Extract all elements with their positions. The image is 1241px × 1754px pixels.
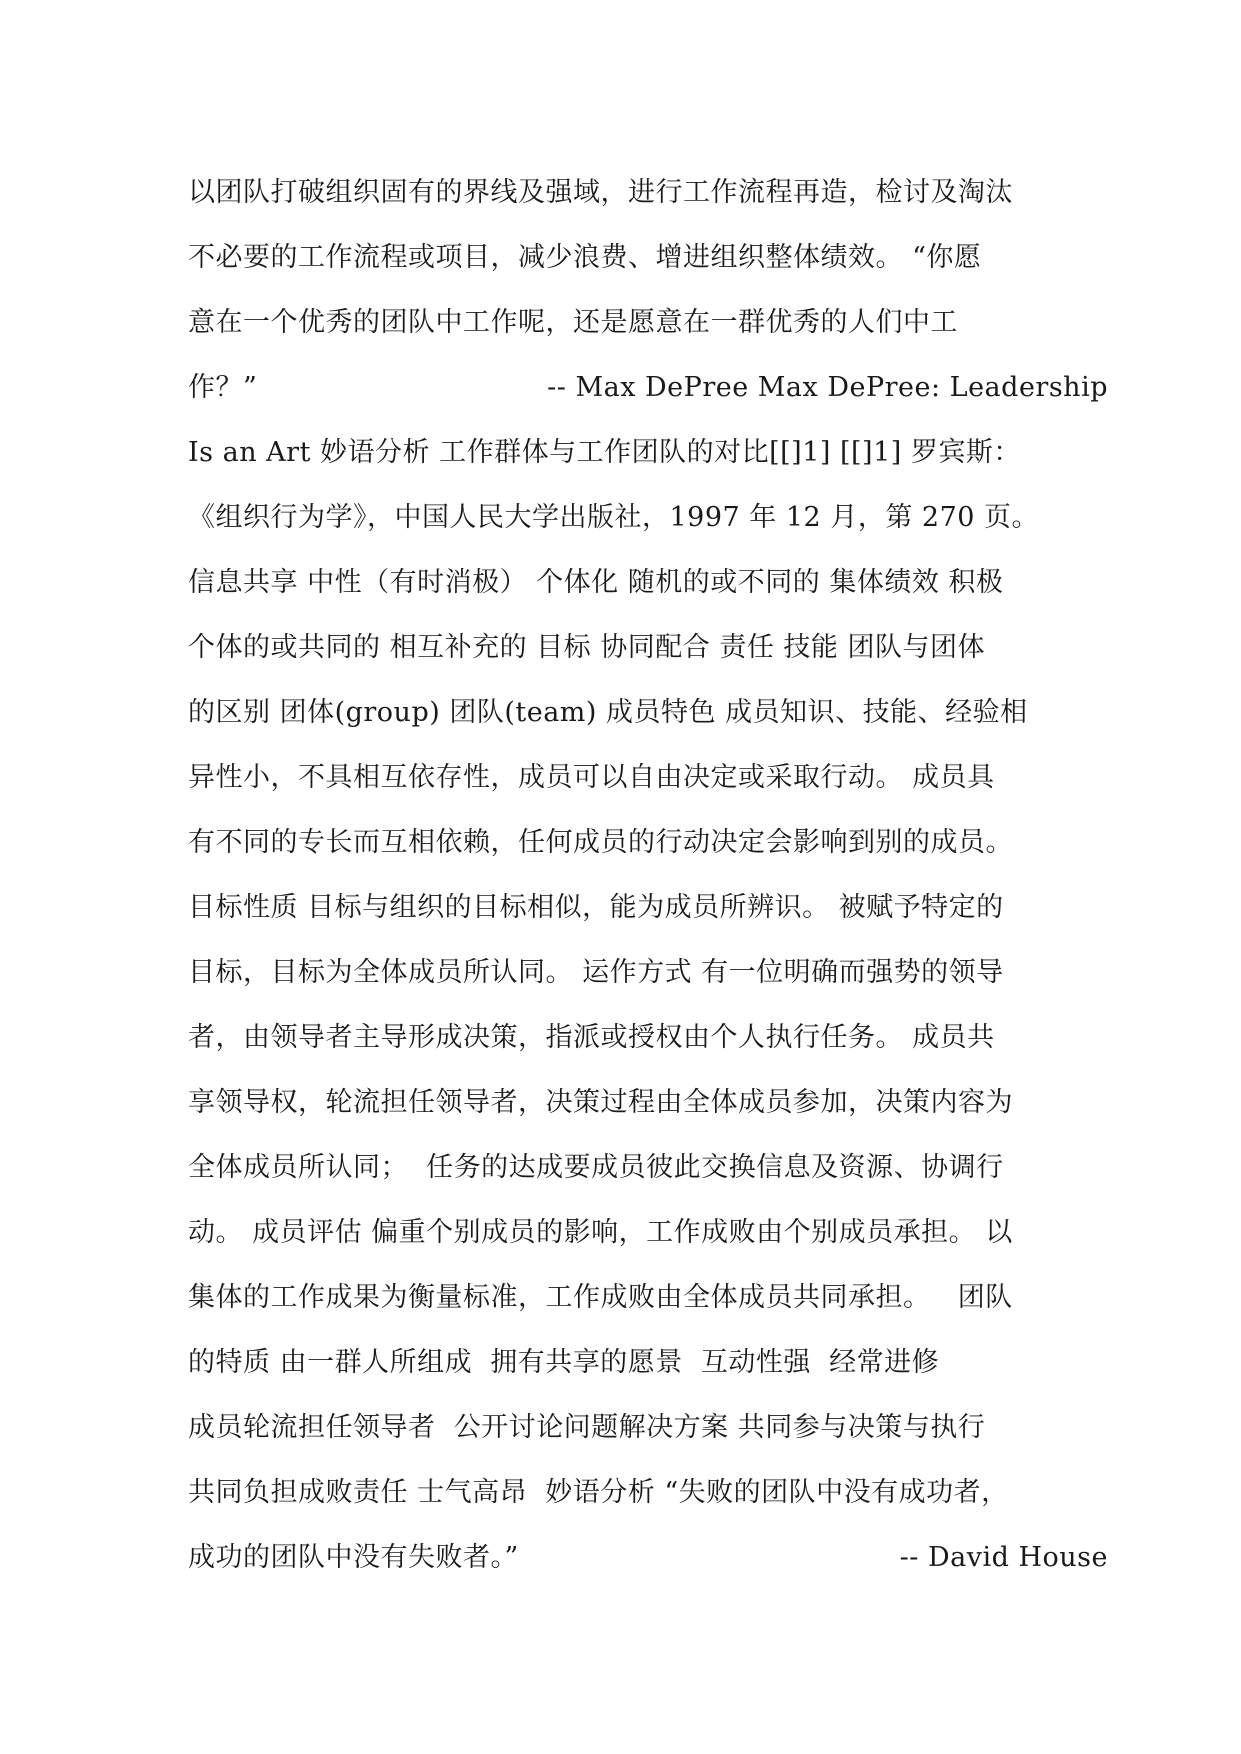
text-line: 信息共享 中性（有时消极） 个体化 随机的或不同的 集体绩效 积极 (188, 567, 1004, 598)
text-line: 成功的团队中没有失败者。” (188, 1542, 519, 1573)
text-line: 动。 成员评估 偏重个别成员的影响，工作成败由个别成员承担。 以 (188, 1217, 1013, 1248)
text-line: 《组织行为学》，中国人民大学出版社，1997 年 12 月，第 270 页。 (188, 502, 1040, 533)
text-line: 意在一个优秀的团队中工作呢，还是愿意在一群优秀的人们中工 (188, 307, 958, 338)
text-line: 者，由领导者主导形成决策，指派或授权由个人执行任务。 成员共 (188, 1022, 995, 1053)
text-line: 以团队打破组织固有的界线及强域，进行工作流程再造，检讨及淘汰 (188, 177, 1013, 208)
text-line: 不必要的工作流程或项目，减少浪费、增进组织整体绩效。 “你愿 (188, 242, 982, 273)
text-line: 集体的工作成果为衡量标准，工作成败由全体成员共同承担。 团队 (188, 1282, 1013, 1313)
text-line: 个体的或共同的 相互补充的 目标 协同配合 责任 技能 团队与团体 (188, 632, 985, 663)
text-line: 异性小，不具相互依存性，成员可以自由决定或采取行动。 成员具 (188, 762, 995, 793)
text-line: 有不同的专长而互相依赖，任何成员的行动决定会影响到别的成员。 (188, 827, 1013, 858)
text-line: 共同负担成败责任 士气高昂 妙语分析 “失败的团队中没有成功者， (188, 1477, 1009, 1508)
text-line: 全体成员所认同； 任务的达成要成员彼此交换信息及资源、协调行 (188, 1152, 1004, 1183)
quote-attribution: -- David House (899, 1542, 1108, 1573)
text-line: 的特质 由一群人所组成 拥有共享的愿景 互动性强 经常进修 (188, 1347, 940, 1378)
text-line: Is an Art 妙语分析 工作群体与工作团队的对比[[]1] [[]1] 罗宾斯： (188, 437, 1021, 468)
text-line: 成员轮流担任领导者 公开讨论问题解决方案 共同参与决策与执行 (188, 1412, 986, 1443)
text-line: 的区别 团体(group) 团队(team) 成员特色 成员知识、技能、经验相 (188, 697, 1028, 728)
text-line: 目标性质 目标与组织的目标相似，能为成员所辨识。 被赋予特定的 (188, 892, 1004, 923)
quote-attribution: -- Max DePree Max DePree: Leadership (547, 372, 1108, 403)
text-line-with-attribution (188, 1525, 1108, 1590)
body-text (188, 160, 1108, 1590)
text-line: 享领导权，轮流担任领导者，决策过程由全体成员参加，决策内容为 (188, 1087, 1013, 1118)
text-line: 目标，目标为全体成员所认同。 运作方式 有一位明确而强势的领导 (188, 957, 1004, 988)
text-line-with-attribution (188, 355, 1108, 420)
text-line: 作？” (188, 372, 258, 403)
